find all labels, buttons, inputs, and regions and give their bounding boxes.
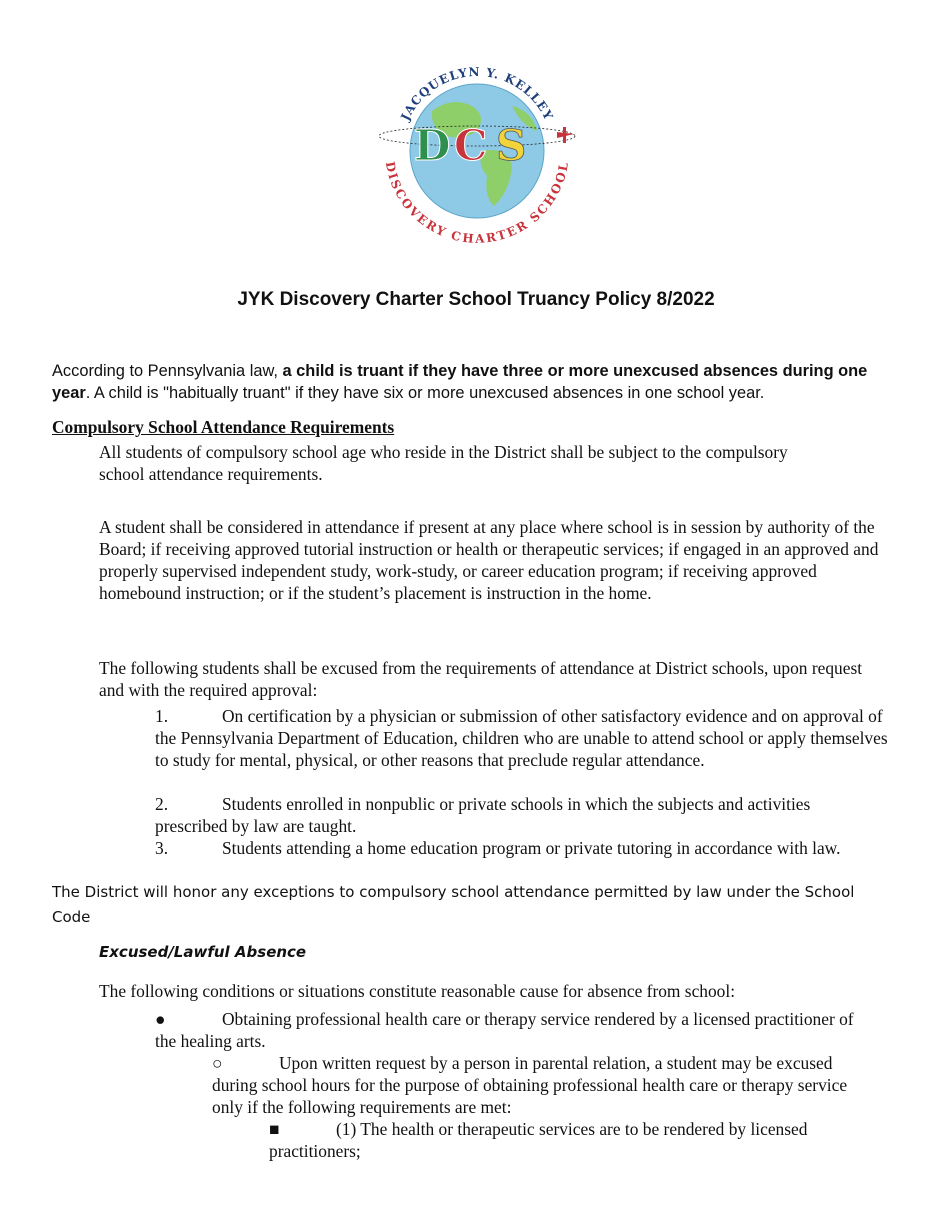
subheading-excused-absence: Excused/Lawful Absence [99,943,307,961]
page-title: JYK Discovery Charter School Truancy Policy 8/2022 [237,289,715,310]
intro-rest: . A child is "habitually truant" if they have six or more unexcused absences in one school year. [85,384,765,402]
bullet-text: Obtaining professional health care or therapy service rendered by a licensed practitioner of the healing arts. [155,1009,854,1051]
bullet-square-icon: ■ [269,1119,280,1139]
section-heading: Compulsory School Attendance Requirements [52,417,395,437]
bullet-item [269,1118,809,1162]
bullet-text: (1) The health or therapeutic services are to be rendered by licensed practitioners; [269,1119,808,1161]
list-item [155,793,815,837]
logo-letter-c: C [454,121,488,170]
list-item [155,705,890,771]
school-logo [372,56,582,246]
bullet-item [212,1052,862,1118]
bullet-text: Upon written request by a person in parental relation, a student may be excused during school hours for the purpose of obtaining professional health care or therapy service only if the following requirements are met: [212,1053,848,1117]
paragraph-attendance: A student shall be considered in attendance if present at any place where school is in session by authority of the Board; if receiving approved tutorial instruction or health or therapeutic services; if engaged in an approved and properly supervised independent study, work-study, or career education program; if receiving approved homebound instruction; or if the student’s placement is instruction in the home. [99,517,879,603]
bullet-circle-icon: ○ [212,1053,223,1073]
intro-bold: a child is truant if they have three or more unexcused absences during one year [52,362,868,402]
list-number: 1. [155,706,169,726]
list-text: Students attending a home education program or private tutoring in accordance with law. [222,838,841,858]
paragraph-excused-students: The following students shall be excused from the requirements of attendance at District schools, upon request and with the required approval: [99,658,863,700]
intro-lead: According to Pennsylvania law, [52,362,283,380]
list-number: 2. [155,794,169,814]
logo-letter-d: D [414,121,451,170]
list-item [155,837,890,859]
bullet-disc-icon: ● [155,1009,166,1029]
logo-letter-s: S [496,121,527,170]
honor-exceptions-paragraph: The District will honor any exceptions to compulsory school attendance permitted by law under the School Code [52,883,855,926]
bullet-item [155,1008,855,1052]
paragraph-residents: All students of compulsory school age who reside in the District shall be subject to the compulsory school attendance requirements. [99,442,788,484]
logo-arc-top: JACQUELYN Y. KELLEY [398,64,556,123]
intro-paragraph [52,360,902,404]
list-number: 3. [155,838,169,858]
logo-arc-bottom: DISCOVERY CHARTER SCHOOL [382,160,572,246]
paragraph-reasonable-cause: The following conditions or situations constitute reasonable cause for absence from school: [99,981,736,1001]
list-text: Students enrolled in nonpublic or private schools in which the subjects and activities prescribed by law are taught. [155,794,811,836]
list-text: On certification by a physician or submission of other satisfactory evidence and on approval of the Pennsylvania Department of Education, children who are unable to attend school or apply themselves to study for mental, physical, or other reasons that preclude regular attendance. [155,706,888,770]
